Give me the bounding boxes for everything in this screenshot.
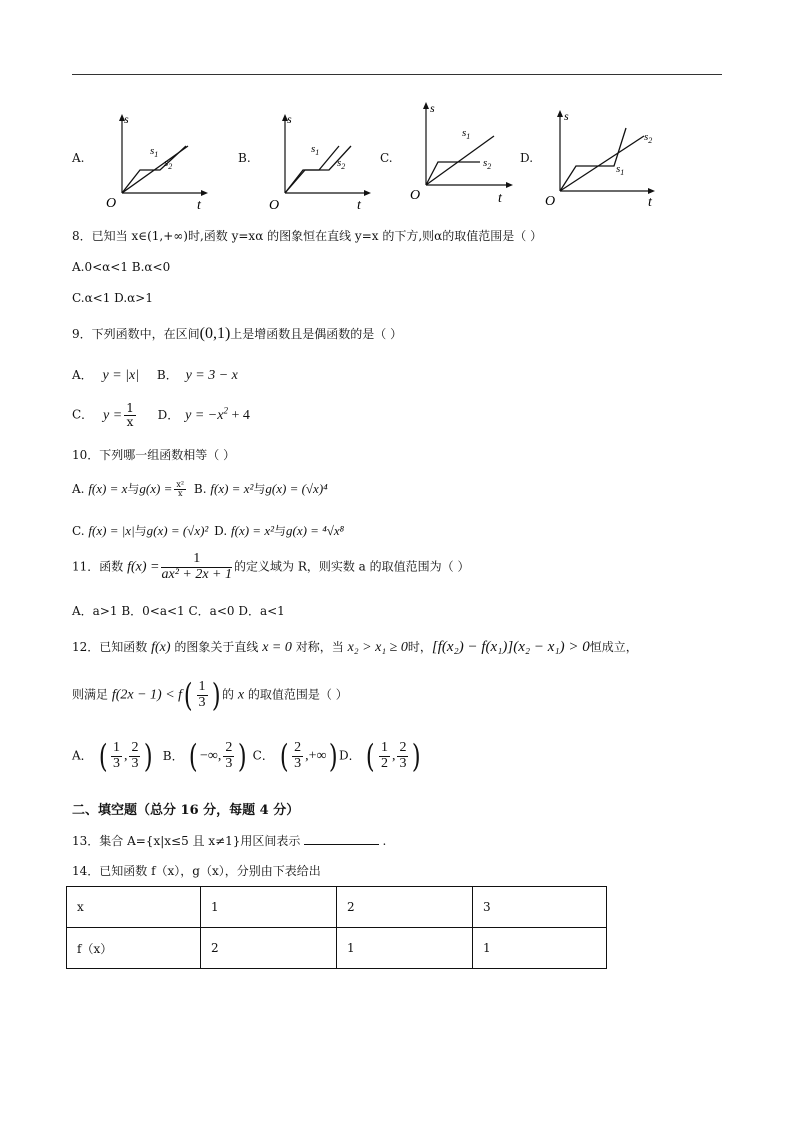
header-rule <box>72 74 722 75</box>
q11-den: ax² + 2x + 1 <box>161 566 233 582</box>
q12-a-d2: 3 <box>131 755 139 771</box>
q12-line1-pre: 12．已知函数 <box>72 640 148 654</box>
svg-text:s2 <box>483 157 491 171</box>
q10-c-f: f(x) = |x| <box>88 523 135 538</box>
q12-c-n: 2 <box>294 739 302 755</box>
graph-d-t: t <box>648 195 652 210</box>
graph-a-s2sub: 2 <box>168 162 173 171</box>
graph-b-s1sub: 1 <box>315 148 320 157</box>
graph-d-s2: s <box>644 131 649 143</box>
q10-a-mid: 与 <box>127 482 140 496</box>
q14-table <box>66 886 607 969</box>
q12-c-right: ,+∞ <box>305 748 327 764</box>
q12-a-n1: 1 <box>112 739 120 755</box>
q12-fx: f(x) <box>151 640 171 655</box>
table-cell: 2 <box>337 887 473 928</box>
graph-c-t: t <box>498 191 502 206</box>
graph-b-s2sub: 2 <box>341 162 346 171</box>
graph-a-s1sub: 1 <box>154 150 159 159</box>
q10-d-f: f(x) = x² <box>231 523 274 538</box>
q10-d-mid: 与 <box>273 524 286 538</box>
q12-line2-mid: 的 <box>222 687 235 702</box>
q10-d-g: g(x) = ⁴√x⁸ <box>286 523 345 538</box>
q12-d-frac1 <box>379 741 390 771</box>
q12-line1-mid: 的图象关于直线 <box>174 640 259 654</box>
q12-d-n2: 2 <box>399 739 407 755</box>
q11-stem-pre: 11．函数 <box>72 559 124 574</box>
svg-text:s1 <box>311 143 319 157</box>
q10-row-cd <box>72 522 344 539</box>
q11-frac <box>161 552 232 582</box>
q10-b-f: f(x) = x² <box>210 481 254 496</box>
q9-d-expr-pre: y = −x <box>185 407 224 423</box>
graph-b-s2: s <box>337 157 342 169</box>
section-fill-in-title: 二、填空题（总分 16 分，每题 4 分） <box>72 803 300 818</box>
q10-a-den: x <box>177 489 183 498</box>
q12-third-num: 1 <box>198 678 206 694</box>
q14-text: 14．已知函数 f（x），g（x），分别由下表给出 <box>72 864 321 878</box>
q12-a-frac2 <box>129 741 140 771</box>
q9-b-expr: y = 3 − x <box>185 368 238 383</box>
q12-line2-pre: 则满足 <box>72 687 109 702</box>
q10-b-g: g(x) = (√x)⁴ <box>265 481 328 496</box>
q12-third-frac <box>197 680 208 710</box>
q12-c-d: 3 <box>294 755 302 771</box>
q8-options-1: A.0<α<1 B.α<0 <box>72 260 171 274</box>
q12-f2x: f(2x − 1) < f <box>111 687 183 703</box>
q12-d-label: D． <box>339 748 361 763</box>
svg-text:s2 <box>644 131 652 145</box>
graph-c-o: O <box>410 188 421 203</box>
q10-a-num: x² <box>176 479 185 489</box>
q9-c-den: x <box>126 414 134 429</box>
table-cell: x <box>67 887 201 928</box>
graph-d-o: O <box>545 194 556 209</box>
q13 <box>72 832 386 849</box>
q9-c-pre: y = <box>103 407 123 423</box>
q12-ineq: [f(x₂) − f(x₁)](x₂ − x₁) > 0 <box>431 639 590 655</box>
q12-d-n1: 1 <box>380 739 388 755</box>
q12-d-d2: 3 <box>399 755 407 771</box>
q12-xvar: x <box>237 687 245 703</box>
table-row <box>67 887 607 928</box>
graph-a-s: s <box>124 112 129 126</box>
q12-b-n: 2 <box>225 739 233 755</box>
q9-row-cd <box>72 402 250 428</box>
q9-stem-pre: 9．下列函数中，在区间 <box>72 327 200 341</box>
q13-answer-blank[interactable] <box>304 844 379 845</box>
q12-a-comma: , <box>123 748 128 764</box>
q12-line1 <box>72 638 638 656</box>
graph-b-t: t <box>357 198 361 213</box>
q10-a-g: g(x) = <box>139 481 173 496</box>
q12-line2: 则满足 f(2x − 1) < f( $\frac{1}{3}$ ) 的 x 的取值范围是（ ） <box>72 676 348 714</box>
graph-a-label: A. <box>72 151 85 165</box>
graph-a-s1: s <box>150 145 155 157</box>
graph-c-s1: s <box>462 127 467 139</box>
q8-options-2: C.α<1 D.α>1 <box>72 291 153 305</box>
q10-a-frac <box>174 481 186 499</box>
q10-a-f: f(x) = x <box>88 481 128 496</box>
q9-c-num: 1 <box>126 401 134 415</box>
q12-c-frac <box>292 741 303 771</box>
q9-row-ab <box>72 366 238 384</box>
q12-line1-mid3: 时， <box>407 640 432 654</box>
q10-a-label: A. <box>72 482 85 496</box>
q12-line1-mid2: 对称，当 <box>295 640 344 654</box>
q12-b-d: 3 <box>225 755 233 771</box>
q11-num: 1 <box>161 552 232 568</box>
q12-a-label: A． <box>72 748 93 763</box>
q11-stem <box>72 552 469 582</box>
q12-d-d1: 2 <box>380 755 388 771</box>
q10-c-mid: 与 <box>134 524 147 538</box>
q11-options: A．a>1 B．0<a<1 C．a<0 D．a<1 <box>72 604 285 618</box>
graph-b-label: B. <box>238 151 251 165</box>
q11-fx: f(x) = <box>127 559 160 575</box>
q10-b-mid: 与 <box>253 482 266 496</box>
graph-b-o: O <box>269 198 280 213</box>
table-cell: 1 <box>337 928 473 969</box>
q11-stem-post: 的定义域为 R，则实数 a 的取值范围为（ ） <box>234 559 470 574</box>
table-row <box>67 928 607 969</box>
q10-stem: 10．下列哪一组函数相等（ ） <box>72 448 236 462</box>
q9-d-sup: 2 <box>223 404 228 415</box>
table-cell: 3 <box>473 887 607 928</box>
table-cell: f（x） <box>67 928 201 969</box>
q12-a-d1: 3 <box>112 755 120 771</box>
svg-text:s1 <box>150 145 158 159</box>
q10-c-label: C. <box>72 524 85 538</box>
q12-c-label: C． <box>252 748 274 763</box>
q10-b-label: B. <box>193 482 207 496</box>
graph-a-s2: s <box>164 157 169 169</box>
q12-cond: x₂ > x₁ ≥ 0 <box>347 640 408 655</box>
q13-end: . <box>382 834 387 848</box>
q9-a-expr: y = |x| <box>102 368 140 383</box>
q12-d-comma: , <box>391 748 396 764</box>
graph-d-s: s <box>564 109 569 123</box>
q9-a-label: A． <box>72 368 93 382</box>
table-cell: 1 <box>201 887 337 928</box>
svg-text:s2 <box>337 157 345 171</box>
table-cell: 2 <box>201 928 337 969</box>
q8-stem: 8．已知当 x∈(1,+∞)时,函数 y=xα 的图象恒在直线 y=x 的下方,则α的取值范围是（ ） <box>72 229 543 243</box>
graph-c-s2: s <box>483 157 488 169</box>
q10-c-g: g(x) = (√x)² <box>146 523 209 538</box>
graph-b-s: s <box>287 112 292 126</box>
q9-interval: (0,1) <box>199 325 231 342</box>
q12-b-frac <box>223 741 234 771</box>
graph-d-label: D. <box>520 151 534 165</box>
q9-d-label: D． <box>157 407 180 422</box>
q10-row-ab <box>72 480 328 498</box>
q9-d-expr-post: + 4 <box>227 407 250 423</box>
q12-line2-post: 的取值范围是（ ） <box>247 687 348 702</box>
graph-c-label: C. <box>380 151 393 165</box>
graph-a-t: t <box>197 198 201 213</box>
q9-b-label: B． <box>156 368 178 382</box>
q10-d-label: D. <box>214 524 228 538</box>
graph-a <box>100 108 215 213</box>
q9-stem-post: 上是增函数且是偶函数的是（ ） <box>230 327 403 341</box>
q12-x0: x = 0 <box>262 640 292 655</box>
graph-c-s2sub: 2 <box>487 162 492 171</box>
q12-options: A． ( $\frac{1}{3}$ , $\frac{2}{3}$ ) B． ( −∞, $\frac{2}{3}$ ) C． ( $\frac{2}{3}$ ,+∞) D． ( $\frac{1}{2}$ , $\frac{2}{3}$ ) <box>72 737 422 775</box>
q12-a-frac1 <box>111 741 122 771</box>
q12-line1-post: 恒成立， <box>589 640 638 654</box>
graph-a-o: O <box>106 196 117 211</box>
graph-d-s2sub: 2 <box>648 136 653 145</box>
graph-b-s1: s <box>311 143 316 155</box>
table-cell: 1 <box>473 928 607 969</box>
graph-c-s: s <box>430 101 435 115</box>
q12-b-label: B． <box>162 748 184 763</box>
graph-c-s1sub: 1 <box>466 132 471 141</box>
svg-text:s1 <box>462 127 470 141</box>
graph-d <box>540 106 665 211</box>
q12-third-den: 3 <box>198 694 206 710</box>
q12-a-n2: 2 <box>131 739 139 755</box>
graph-c <box>400 100 520 215</box>
graph-b <box>265 108 380 213</box>
q12-b-left: −∞, <box>199 748 222 764</box>
svg-text:s1 <box>616 163 624 177</box>
q9-c-label: C． <box>72 407 94 422</box>
q13-text: 13．集合 A={x|x≤5 且 x≠1}用区间表示 <box>72 834 301 848</box>
q9-c-frac <box>124 402 136 428</box>
q9-stem <box>72 325 402 343</box>
graph-d-s1sub: 1 <box>620 168 625 177</box>
q12-d-frac2 <box>397 741 408 771</box>
graph-d-s1: s <box>616 163 621 175</box>
